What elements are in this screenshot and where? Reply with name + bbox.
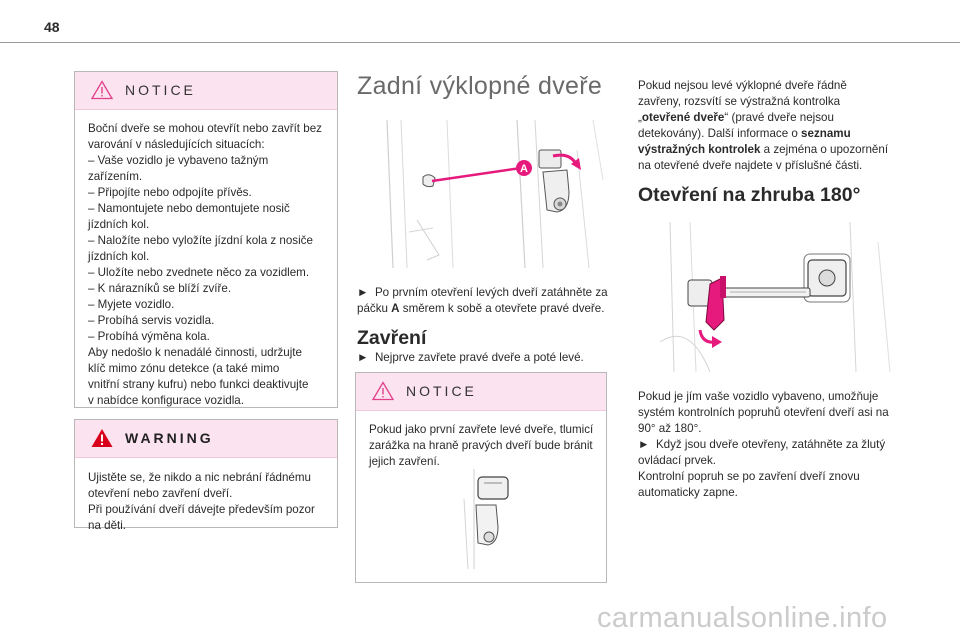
notice-line: – Připojíte nebo odpojíte přívěs. xyxy=(88,186,252,199)
instruction-open xyxy=(357,285,627,317)
notice-line: – Probíhá servis vozidla. xyxy=(88,314,215,327)
warning-box xyxy=(74,419,338,532)
warning-line: otevření nebo zavření dveří. xyxy=(88,487,233,500)
warning-line: na děti. xyxy=(88,519,127,532)
intro-line: zavřeny, rozsvítí se výstražná kontrolka xyxy=(638,95,841,108)
notice-line: jejich zavření. xyxy=(369,455,440,468)
notice-line: v nabídce konfigurace vozidla. xyxy=(88,394,244,407)
notice-line: – K nárazníků se blíží zvíře. xyxy=(88,282,232,295)
intro-text: „ xyxy=(638,111,642,124)
top-rule xyxy=(0,42,960,43)
notice-body xyxy=(75,110,337,419)
notice-box-middle xyxy=(355,372,607,583)
intro-line: na otevřené dveře najdete v příslušné části. xyxy=(638,159,863,172)
notice-line: – Vaše vozidlo je vybaveno tažným xyxy=(88,154,269,167)
notice-line: Aby nedošlo k nenadálé činnosti, udržujte xyxy=(88,346,302,359)
section-heading: Zadní výklopné dveře xyxy=(357,72,603,100)
intro-text: a zejména o upozornění xyxy=(760,143,889,156)
notice-line: varování v následujících situacích: xyxy=(88,138,265,151)
intro-paragraph xyxy=(638,78,928,174)
watermark: carmanualsonline.info xyxy=(597,602,888,634)
notice-line: vnitřní strany kufru) nebo funkci deaktivujte xyxy=(88,378,309,391)
door-lever-illustration xyxy=(357,120,606,268)
notice-title: NOTICE xyxy=(125,82,196,98)
warning-line: Při používání dveří dávejte především pozor xyxy=(88,503,315,516)
instruction-close xyxy=(357,350,627,366)
close-heading: Zavření xyxy=(357,327,427,349)
notice-line: – Naložíte nebo vyložíte jízdní kola z nosiče xyxy=(88,234,313,247)
opening-180-heading: Otevření na zhruba 180° xyxy=(638,184,861,206)
instruction-line: Nejprve zavřete pravé dveře a poté levé. xyxy=(374,351,584,364)
notice-line: zarážka na hraně pravých dveří bude bránit xyxy=(369,439,593,452)
notice-box-left xyxy=(74,71,338,408)
intro-text: “ (pravé dveře nejsou xyxy=(724,111,834,124)
warning-line: Ujistěte se, že nikdo a nic nebrání řádnému xyxy=(88,471,311,484)
notice-line: – Namontujete nebo demontujete nosič xyxy=(88,202,290,215)
intro-line: Pokud nejsou levé výklopné dveře řádně xyxy=(638,79,847,92)
notice-line: jízdních kol. xyxy=(88,250,150,263)
strap-line: Kontrolní popruh se po zavření dveří znovu xyxy=(638,470,860,483)
instruction-text: směrem k sobě a otevřete pravé dveře. xyxy=(399,302,605,315)
notice-header xyxy=(75,72,337,110)
strap-line: automaticky zapne. xyxy=(638,486,738,499)
strap-line: Pokud je jím vaše vozidlo vybaveno, umožňuje xyxy=(638,390,879,403)
notice-line: Boční dveře se mohou otevřít nebo zavřít bez xyxy=(88,122,322,135)
intro-bold: seznamu xyxy=(801,127,851,140)
strap-line: systém kontrolních popruhů otevření dveří asi na xyxy=(638,406,889,419)
notice-line: – Myjete vozidlo. xyxy=(88,298,175,311)
door-stopper-illustration xyxy=(456,469,516,569)
lever-label-ref: A xyxy=(391,302,400,315)
arrow-bullet: ► xyxy=(357,351,369,364)
notice-header xyxy=(356,373,606,411)
check-strap-illustration xyxy=(650,222,898,372)
notice-triangle-icon xyxy=(372,381,394,401)
warning-lamp-name: otevřené dveře xyxy=(641,111,725,124)
notice-line: – Uložíte nebo zvednete něco za vozidlem. xyxy=(88,266,310,279)
warning-header xyxy=(75,420,337,458)
strap-line: 90° až 180°. xyxy=(638,422,702,435)
instruction-line: Po prvním otevření levých dveří zatáhněte za xyxy=(374,286,608,299)
warning-title: WARNING xyxy=(125,430,214,446)
instruction-text: páčku xyxy=(357,302,392,315)
figure-label-a: A xyxy=(520,163,528,175)
strap-line: ovládací prvek. xyxy=(638,454,716,467)
notice-line: – Probíhá výměna kola. xyxy=(88,330,210,343)
intro-bold: výstražných kontrolek xyxy=(638,143,761,156)
warning-body xyxy=(75,458,337,544)
notice-line: Pokud jako první zavřete levé dveře, tlumicí xyxy=(369,423,594,436)
page-number: 48 xyxy=(44,19,60,35)
notice-line: jízdních kol. xyxy=(88,218,150,231)
notice-line: klíč mimo zónu detekce (a také mimo xyxy=(88,362,280,375)
notice-line: zařízením. xyxy=(88,170,143,183)
arrow-bullet: ► xyxy=(357,286,369,299)
strap-paragraph xyxy=(638,389,928,501)
intro-text: detekovány). Další informace o xyxy=(638,127,802,140)
arrow-bullet: ► xyxy=(638,438,650,451)
notice-triangle-icon xyxy=(91,80,113,100)
warning-triangle-icon xyxy=(91,428,113,448)
notice-title: NOTICE xyxy=(406,383,477,399)
strap-line: Když jsou dveře otevřeny, zatáhněte za žlutý xyxy=(655,438,886,451)
